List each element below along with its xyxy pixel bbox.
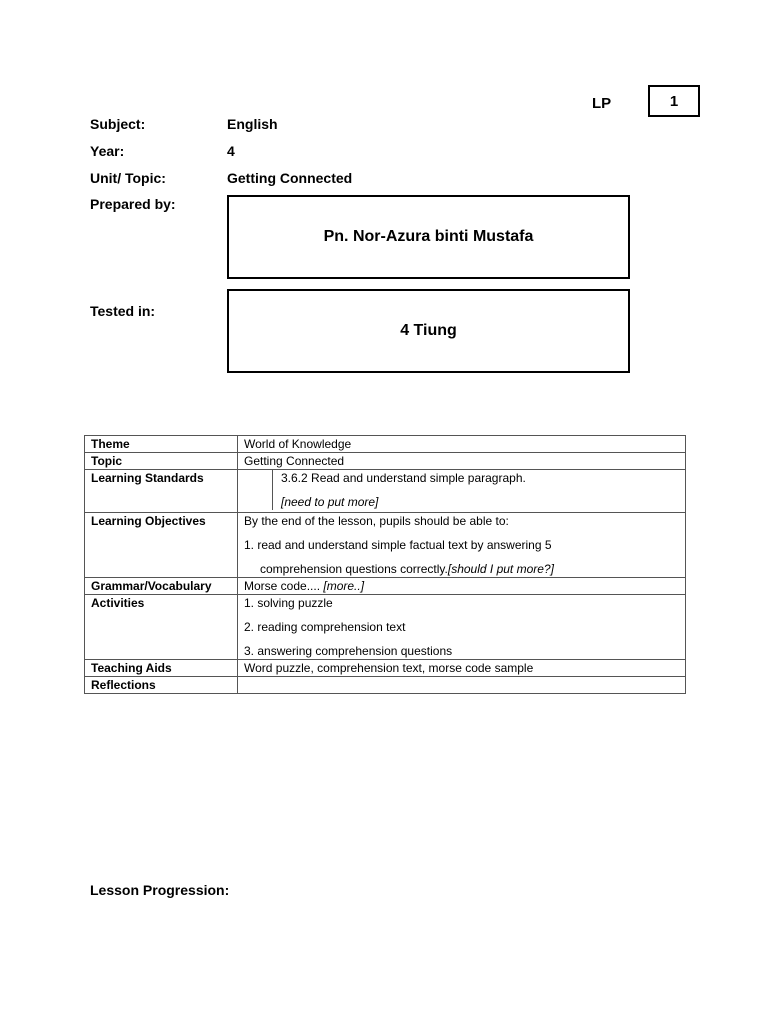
- topic-value: Getting Connected: [227, 170, 353, 186]
- table-row: [85, 595, 686, 660]
- tested-in-label: Tested in:: [90, 303, 156, 319]
- reflections-value: [238, 677, 686, 694]
- lp-number-box: [648, 85, 700, 117]
- learning-standard-note: [need to put more]: [281, 495, 379, 509]
- activities-label: Activities: [85, 595, 238, 660]
- reflections-label: Reflections: [85, 677, 238, 694]
- table-row: [85, 578, 686, 595]
- learning-standards-cell: [238, 470, 686, 513]
- teaching-aids-label: Teaching Aids: [85, 660, 238, 677]
- learning-objectives-cell: [238, 513, 686, 578]
- learning-standards-indent: [238, 470, 273, 510]
- prepared-by-label: Prepared by:: [90, 196, 176, 212]
- grammar-vocabulary-value: Morse code....: [244, 579, 324, 593]
- table-row: [85, 513, 686, 578]
- lp-number: 1: [669, 92, 679, 110]
- year-label: Year:: [90, 143, 125, 159]
- learning-standards-label: Learning Standards: [85, 470, 238, 513]
- prepared-by-box: [227, 195, 630, 279]
- learning-standard-1: 3.6.2 Read and understand simple paragraph.: [281, 471, 526, 485]
- grammar-vocabulary-note: [more..]: [323, 579, 365, 593]
- learning-objective-1-cont: comprehension questions correctly.: [260, 562, 448, 576]
- activity-3: 3. answering comprehension questions: [244, 644, 453, 658]
- table-row: [85, 660, 686, 677]
- learning-objective-note: [should I put more?]: [447, 562, 554, 576]
- topic-row-label: Topic: [85, 453, 238, 470]
- tested-in-box: [227, 289, 630, 373]
- subject-label: Subject:: [90, 116, 146, 132]
- theme-label: Theme: [85, 436, 238, 453]
- teaching-aids-value: Word puzzle, comprehension text, morse code sample: [238, 660, 686, 677]
- theme-value: World of Knowledge: [238, 436, 686, 453]
- activity-2: 2. reading comprehension text: [244, 620, 406, 634]
- learning-objective-1: 1. read and understand simple factual text by answering 5: [244, 538, 552, 552]
- prepared-by-value: Pn. Nor-Azura binti Mustafa: [323, 228, 534, 245]
- subject-value: English: [227, 116, 278, 132]
- topic-row-value: Getting Connected: [238, 453, 686, 470]
- activities-cell: [238, 595, 686, 660]
- table-row: [85, 470, 686, 513]
- lp-label: LP: [592, 95, 612, 112]
- activity-1: 1. solving puzzle: [244, 596, 333, 610]
- grammar-vocabulary-label: Grammar/Vocabulary: [85, 578, 238, 595]
- table-row: [85, 677, 686, 694]
- lesson-progression-heading: Lesson Progression:: [90, 882, 230, 898]
- learning-objectives-label: Learning Objectives: [85, 513, 238, 578]
- table-row: [85, 436, 686, 453]
- table-row: [85, 453, 686, 470]
- year-value: 4: [227, 143, 235, 159]
- topic-label: Unit/ Topic:: [90, 170, 166, 186]
- grammar-vocabulary-cell: [238, 578, 686, 595]
- tested-in-value: 4 Tiung: [400, 322, 457, 339]
- learning-objective-intro: By the end of the lesson, pupils should be able to:: [244, 514, 509, 528]
- lesson-plan-table: [84, 435, 686, 694]
